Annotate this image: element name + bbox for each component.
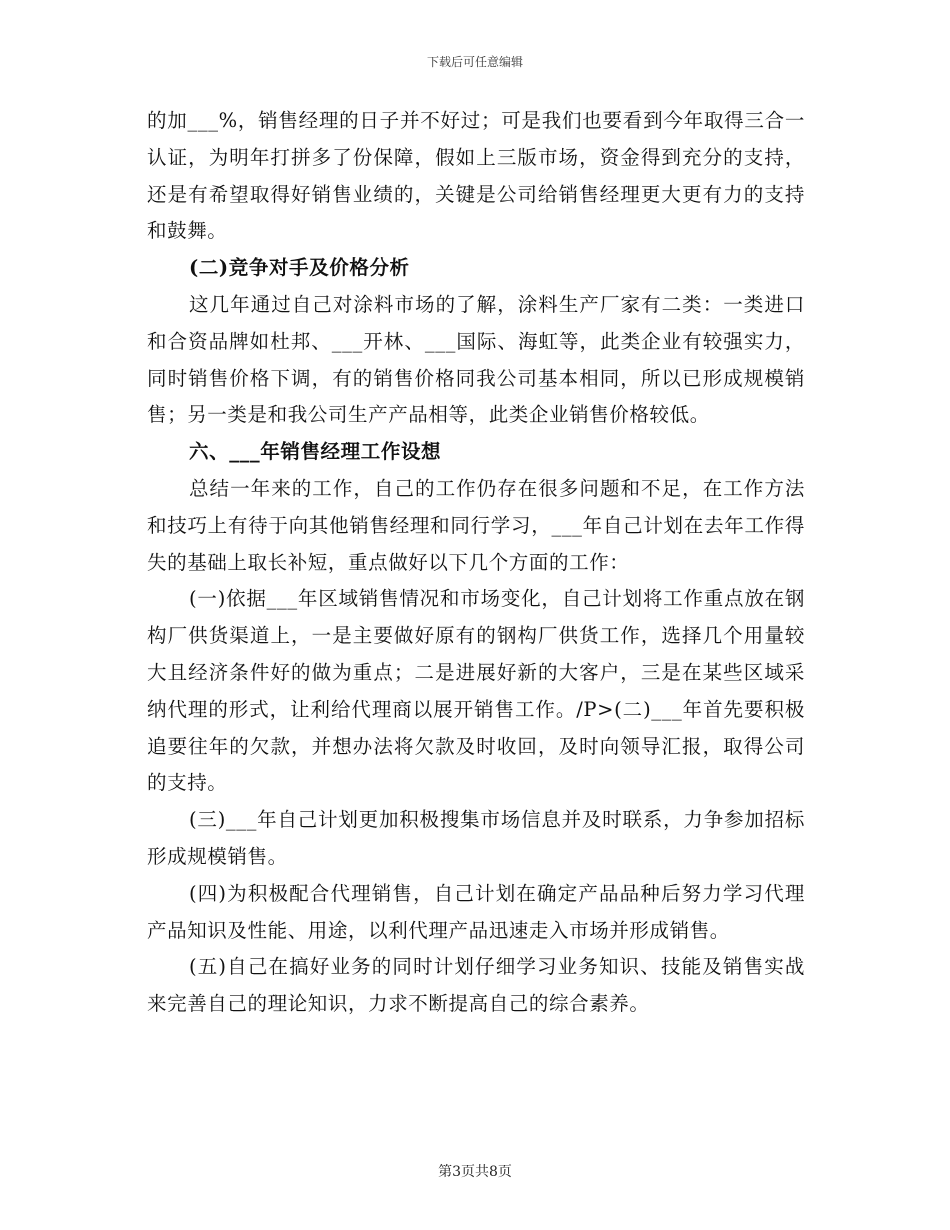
header-note: 下载后可任意编辑	[426, 55, 523, 69]
paragraph-plan-item-4: (四)为积极配合代理销售，自己计划在确定产品品种后努力学习代理产品知识及性能、用途，以利代理产品迅速走入市场并形成销售。	[147, 881, 805, 942]
paragraph-competition: 这几年通过自己对涂料市场的了解，涂料生产厂家有二类：一类进口和合资品牌如杜邦、___开林、___国际、海虹等，此类企业有较强实力，同时销售价格下调，有的销售价格同我公司基本相同，所以已形成规模销售；另一类是和我公司生产产品相等，此类企业销售价格较低。	[147, 292, 805, 427]
paragraph-summary: 总结一年来的工作，自己的工作仍存在很多问题和不足，在工作方法和技巧上有待于向其他销售经理和同行学习，___年自己计划在去年工作得失的基础上取长补短，重点做好以下几个方面的工作：	[147, 476, 805, 574]
paragraph-plan-item-5: (五)自己在搞好业务的同时计划仔细学习业务知识、技能及销售实战来完善自己的理论知识，力求不断提高自己的综合素养。	[147, 955, 805, 1016]
page-number-footer: 第3页共8页	[438, 1164, 512, 1180]
paragraph-continuation: 的加___%，销售经理的日子并不好过；可是我们也要看到今年取得三合一认证，为明年打拼多了份保障，假如上三版市场，资金得到充分的支持，还是有希望取得好销售业绩的，关键是公司给销售经理更大更有力的支持和鼓舞。	[147, 109, 805, 243]
paragraph-plan-item-1: (一)依据___年区域销售情况和市场变化，自己计划将工作重点放在钢构厂供货渠道上，一是主要做好原有的钢构厂供货工作，选择几个用量较大且经济条件好的做为重点；二是进展好新的大客户，三是在某些区域采纳代理的形式，让利给代理商以展开销售工作。/P>(二)___年首先要积极追要往年的欠款，并想办法将欠款及时收回，及时向领导汇报，取得公司的支持。	[147, 587, 805, 795]
document-body	[147, 103, 805, 1023]
paragraph-plan-item-3: (三)___年自己计划更加积极搜集市场信息并及时联系，力争参加招标形成规模销售。	[147, 808, 805, 868]
section-heading-plan: 六、___年销售经理工作设想	[189, 440, 442, 464]
section-heading-competition: (二)竞争对手及价格分析	[189, 256, 410, 280]
